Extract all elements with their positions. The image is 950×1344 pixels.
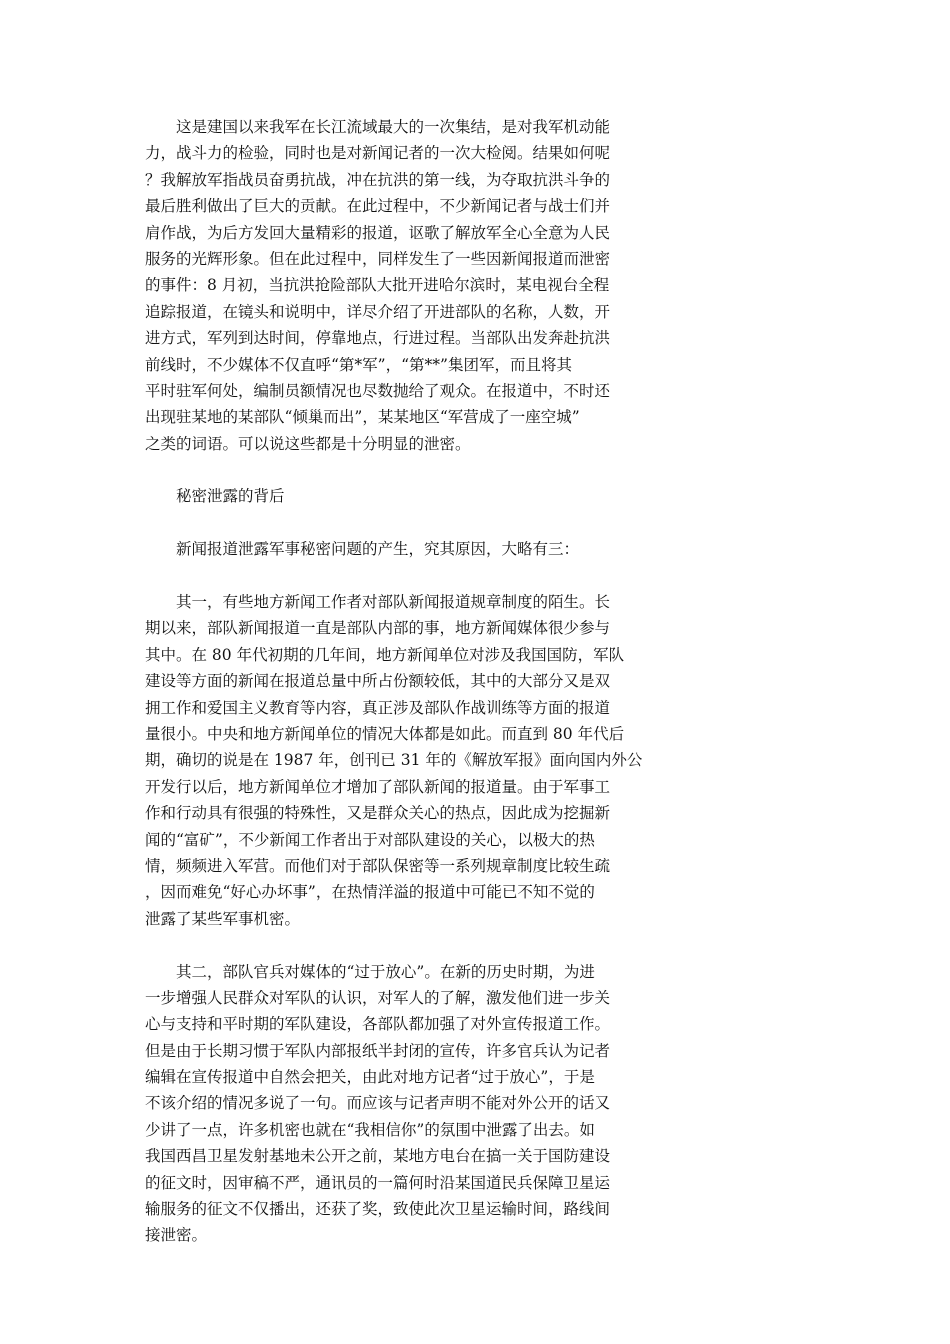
text-line: 期以来，部队新闻报道一直是部队内部的事，地方新闻媒体很少参与 <box>145 619 611 638</box>
text-line: 最后胜利做出了巨大的贡献。在此过程中，不少新闻记者与战士们并 <box>145 197 611 216</box>
paragraph <box>145 114 675 457</box>
article-body <box>145 114 675 1249</box>
text-line: 少讲了一点，许多机密也就在“我相信你”的氛围中泄露了出去。如 <box>145 1120 595 1139</box>
text-line: 编辑在宣传报道中自然会把关，由此对地方记者“过于放心”，于是 <box>145 1068 595 1087</box>
text-line: 力，战斗力的检验，同时也是对新闻记者的一次大检阅。结果如何呢 <box>145 144 611 163</box>
text-line: 情，频频进入军营。而他们对于部队保密等一系列规章制度比较生疏 <box>145 856 611 875</box>
text-line: 接泄密。 <box>145 1226 208 1245</box>
text-line: 我国西昌卫星发射基地未公开之前，某地方电台在搞一关于国防建设 <box>145 1147 611 1166</box>
text-line: 前线时，不少媒体不仅直呼“第*军”，“第**”集团军，而且将其 <box>145 355 572 374</box>
paragraph <box>145 536 675 562</box>
text-line: 不该介绍的情况多说了一句。而应该与记者声明不能对外公开的话又 <box>145 1094 611 1113</box>
text-line: 泄露了某些军事机密。 <box>145 909 301 928</box>
text-line: 其一，有些地方新闻工作者对部队新闻报道规章制度的陌生。长 <box>145 593 611 612</box>
text-line: 建设等方面的新闻在报道总量中所占份额较低，其中的大部分又是双 <box>145 672 611 691</box>
paragraph-gap <box>145 457 675 483</box>
text-line: 的事件：8 月初，当抗洪抢险部队大批开进哈尔滨时，某电视台全程 <box>145 276 610 295</box>
text-line: 新闻报道泄露军事秘密问题的产生，究其原因，大略有三： <box>145 540 580 559</box>
text-line: 进方式，军列到达时间，停靠地点，行进过程。当部队出发奔赴抗洪 <box>145 329 611 348</box>
text-line: 心与支持和平时期的军队建设，各部队都加强了对外宣传报道工作。 <box>145 1015 611 1034</box>
text-line: 但是由于长期习惯于军队内部报纸半封闭的宣传，许多官兵认为记者 <box>145 1041 611 1060</box>
paragraph <box>145 483 675 509</box>
text-line: ？我解放军指战员奋勇抗战，冲在抗洪的第一线，为夺取抗洪斗争的 <box>145 170 611 189</box>
text-line: 这是建国以来我军在长江流域最大的一次集结，是对我军机动能 <box>145 118 611 136</box>
text-line: 期，确切的说是在 1987 年，创刊已 31 年的《解放军报》面向国内外公 <box>145 751 643 770</box>
text-line: 服务的光辉形象。但在此过程中，同样发生了一些因新闻报道而泄密 <box>145 249 611 268</box>
text-line: 其中。在 80 年代初期的几年间，地方新闻单位对涉及我国国防，军队 <box>145 645 625 664</box>
paragraph-gap <box>145 932 675 958</box>
text-line: 肩作战，为后方发回大量精彩的报道，讴歌了解放军全心全意为人民 <box>145 223 611 242</box>
text-line: 量很小。中央和地方新闻单位的情况大体都是如此。而直到 80 年代后 <box>145 724 625 743</box>
text-line: 拥工作和爱国主义教育等内容，真正涉及部队作战训练等方面的报道 <box>145 698 611 717</box>
text-line: 其二，部队官兵对媒体的“过于放心”。在新的历史时期，为进 <box>145 962 595 981</box>
text-line: 秘密泄露的背后 <box>145 487 285 506</box>
text-line: 的征文时，因审稿不严，通讯员的一篇何时沿某国道民兵保障卫星运 <box>145 1173 611 1192</box>
text-line: 输服务的征文不仅播出，还获了奖，致使此次卫星运输时间，路线间 <box>145 1200 611 1219</box>
paragraph <box>145 959 675 1249</box>
text-line: 追踪报道，在镜头和说明中，详尽介绍了开进部队的名称，人数，开 <box>145 302 611 321</box>
text-line: 作和行动具有很强的特殊性，又是群众关心的热点，因此成为挖掘新 <box>145 804 611 823</box>
text-line: 开发行以后，地方新闻单位才增加了部队新闻的报道量。由于军事工 <box>145 777 611 796</box>
paragraph-gap <box>145 563 675 589</box>
paragraph-gap <box>145 510 675 536</box>
text-line: 出现驻某地的某部队“倾巢而出”，某某地区“军营成了一座空城” <box>145 408 580 427</box>
text-line: 之类的词语。可以说这些都是十分明显的泄密。 <box>145 434 471 453</box>
text-line: 一步增强人民群众对军队的认识，对军人的了解，激发他们进一步关 <box>145 988 611 1007</box>
text-line: 平时驻军何处，编制员额情况也尽数抛给了观众。在报道中，不时还 <box>145 381 611 400</box>
text-line: 闻的“富矿”，不少新闻工作者出于对部队建设的关心，以极大的热 <box>145 830 595 849</box>
text-line: ，因而难免“好心办坏事”，在热情洋溢的报道中可能已不知不觉的 <box>145 883 595 902</box>
paragraph <box>145 589 675 932</box>
